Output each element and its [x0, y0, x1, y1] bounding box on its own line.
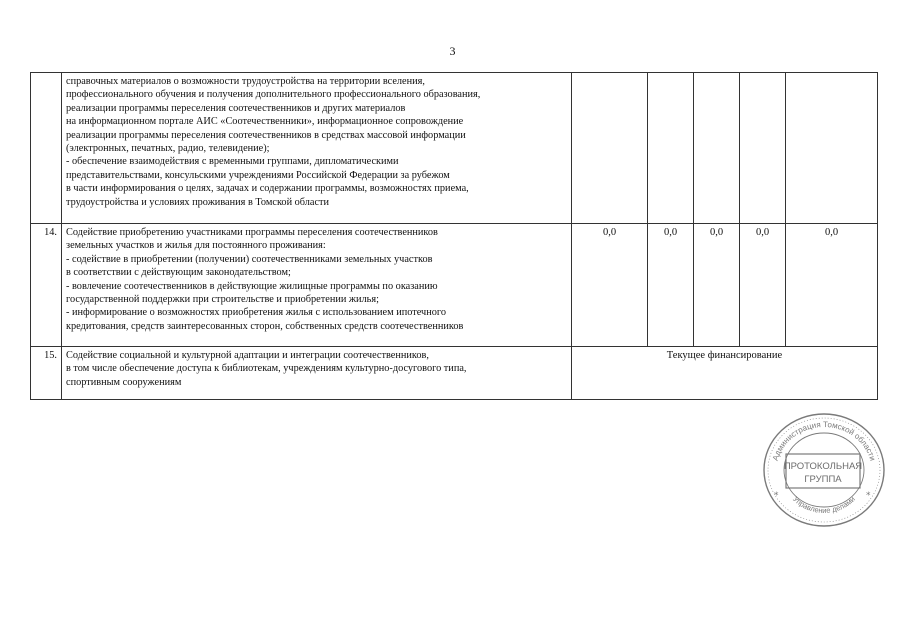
value-cell: 0,0 — [786, 224, 878, 347]
text-line: реализации программы переселения соотечественников в средствах массовой информации — [66, 129, 466, 141]
text-line: представительствами, консульскими учреждениями Российской Федерации за рубежом — [66, 169, 450, 181]
text-line: Содействие приобретению участниками программы переселения соотечественников — [66, 227, 438, 238]
program-measures-table — [30, 72, 878, 400]
financing-cell: Текущее финансирование — [572, 347, 878, 400]
stamp-ring-text: Администрация Томской области — [770, 419, 878, 462]
text-line: - информирование о возможностях приобретения жилья с использованием ипотечного — [66, 307, 446, 319]
official-stamp — [762, 412, 886, 528]
value-cell: 0,0 — [572, 224, 648, 347]
text-line: справочных материалов о возможности трудоустройства на территории вселения, — [66, 76, 425, 87]
stamp-center-line1: ПРОТОКОЛЬНАЯ — [783, 461, 863, 472]
text-line: государственной поддержки при строительстве и приобретении жилья; — [66, 294, 379, 306]
text-line: кредитования, средств заинтересованных сторон, собственных средств соотечественников — [66, 320, 464, 332]
stamp-center-line2: ГРУППА — [804, 474, 842, 485]
stamp-star-left: * — [774, 491, 779, 501]
text-line: в том числе обеспечение доступа к библиотекам, учреждениям культурно-досугового типа, — [66, 363, 467, 375]
row-number: 14. — [31, 224, 62, 347]
text-line: профессионального обучения и получения дополнительного профессионального образования, — [66, 89, 481, 101]
value-cell — [786, 73, 878, 224]
stamp-bottom-text: Управление делами — [791, 494, 857, 515]
value-cell: 0,0 — [694, 224, 740, 347]
measure-description — [62, 347, 572, 400]
table-row — [31, 73, 878, 224]
value-cell: 0,0 — [648, 224, 694, 347]
value-cell — [648, 73, 694, 224]
text-line: земельных участков и жилья для постоянного проживания: — [66, 240, 326, 252]
text-line: реализации программы переселения соотечественников и других материалов — [66, 102, 406, 114]
text-line: - обеспечение взаимодействия с временными группами, дипломатическими — [66, 156, 399, 168]
value-cell — [572, 73, 648, 224]
text-line: в соответствии с действующим законодательством; — [66, 267, 291, 279]
text-line: Содействие социальной и культурной адаптации и интеграции соотечественников, — [66, 350, 429, 361]
measure-description — [62, 73, 572, 224]
stamp-star-right: * — [866, 491, 871, 501]
text-line: - вовлечение соотечественников в действующие жилищные программы по оказанию — [66, 280, 438, 292]
value-cell — [740, 73, 786, 224]
value-cell — [694, 73, 740, 224]
value-cell: 0,0 — [740, 224, 786, 347]
text-line: на информационном портале АИС «Соотечественники», информационное сопровождение — [66, 116, 464, 128]
text-line: (электронных, печатных, радио, телевидение); — [66, 143, 270, 155]
text-line: трудоустройства и условиях проживания в Томской области — [66, 196, 330, 208]
text-line: спортивным сооружениям — [66, 376, 182, 388]
row-number — [31, 73, 62, 224]
text-line: - содействие в приобретении (получении) соотечественниками земельных участков — [66, 253, 433, 265]
measure-description — [62, 224, 572, 347]
text-line: в части информирования о целях, задачах и содержании программы, возможностях приема, — [66, 183, 469, 195]
row-number: 15. — [31, 347, 62, 400]
table-row — [31, 224, 878, 347]
page-number: 3 — [449, 44, 456, 58]
table-row — [31, 347, 878, 400]
